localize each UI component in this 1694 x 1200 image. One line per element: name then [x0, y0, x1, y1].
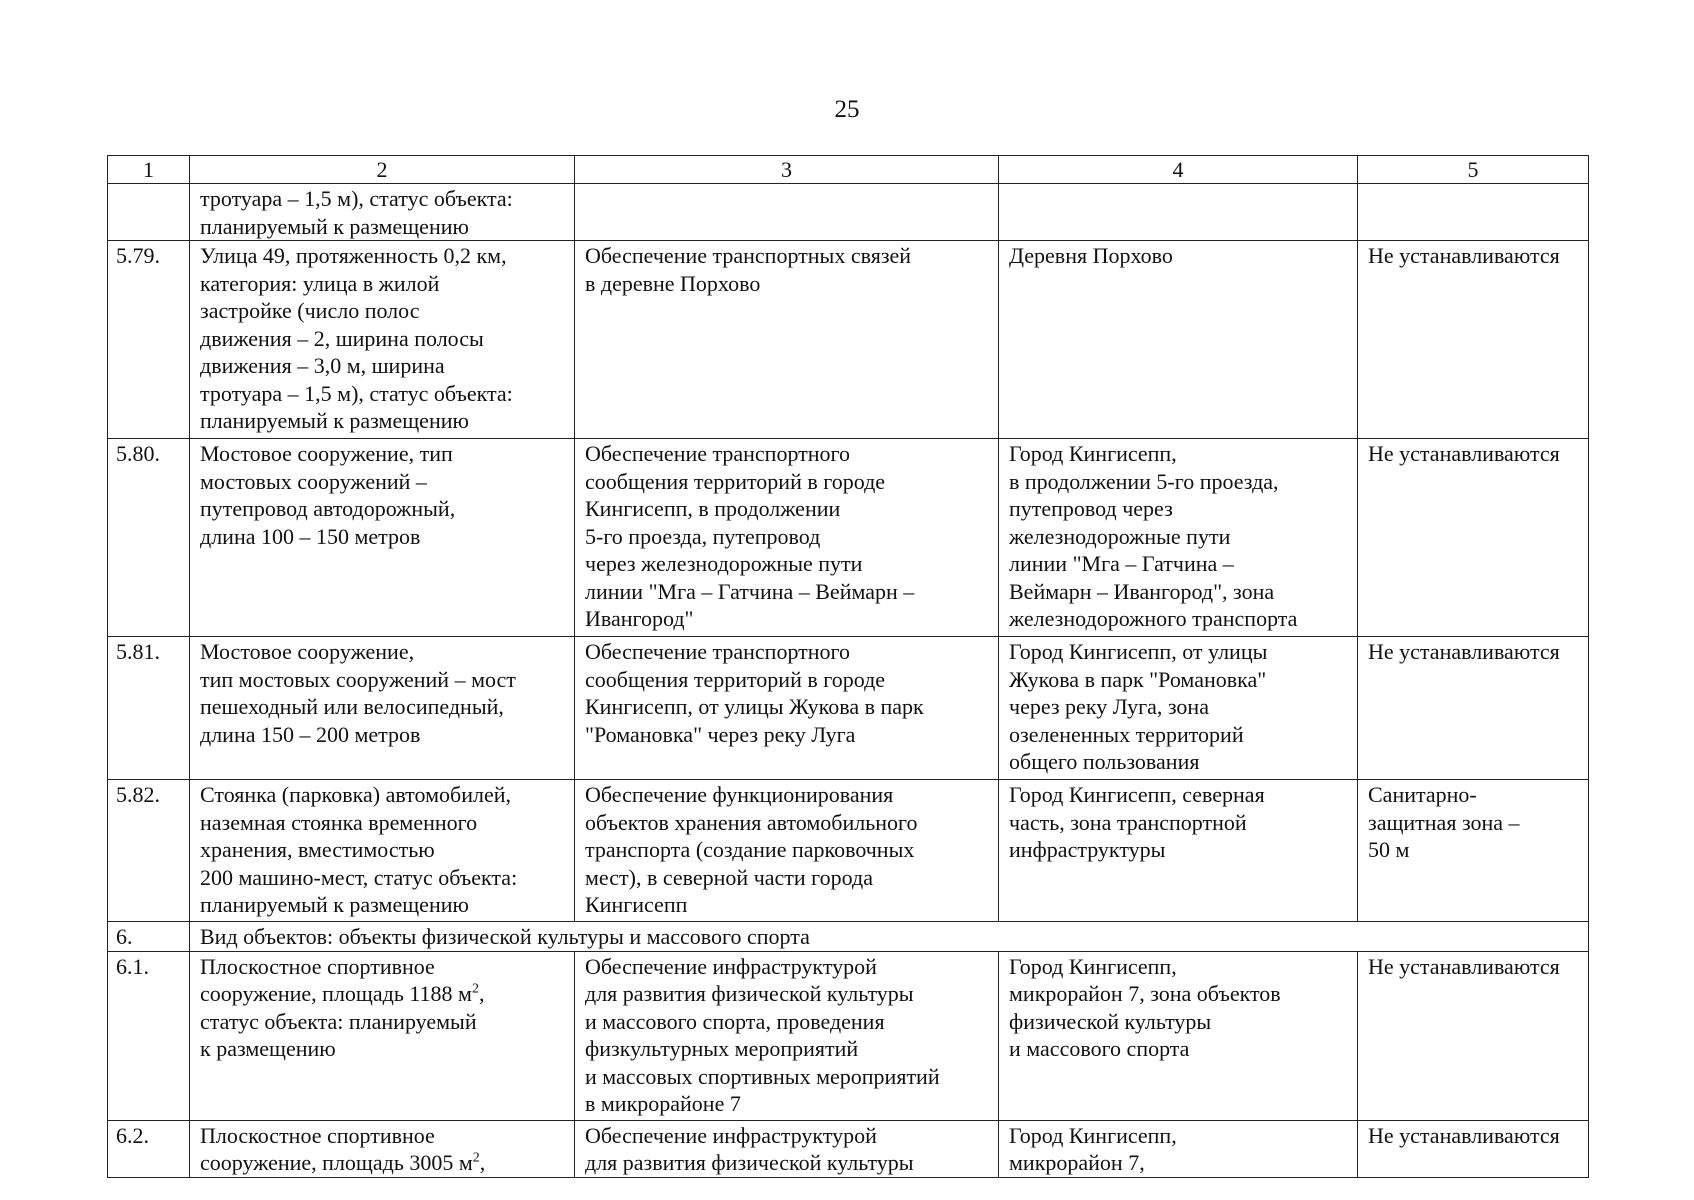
- purpose-cell: [575, 184, 999, 241]
- column-header: 5: [1358, 156, 1589, 184]
- row-number: 5.80.: [108, 439, 190, 637]
- page-number: 25: [834, 96, 860, 123]
- location-cell: Деревня Порхово: [999, 241, 1358, 439]
- location-cell: Город Кингисепп, северная часть, зона транспортной инфраструктуры: [999, 780, 1358, 922]
- zone-cell: Санитарно- защитная зона – 50 м: [1358, 780, 1589, 922]
- column-header: 2: [190, 156, 575, 184]
- zone-cell: Не устанавливаются: [1358, 1120, 1589, 1177]
- row-number: [108, 184, 190, 241]
- objects-table: [107, 155, 1589, 1178]
- section-number: 6.: [108, 922, 190, 952]
- purpose-cell: Обеспечение транспортных связей в деревне Порхово: [575, 241, 999, 439]
- location-cell: Город Кингисепп, микрорайон 7, зона объектов физической культуры и массового спорта: [999, 951, 1358, 1120]
- object-text: , статус объекта: планируемый к размещению: [200, 981, 485, 1061]
- table-row: [108, 951, 1589, 1120]
- table-row: [108, 780, 1589, 922]
- section-title: Вид объектов: объекты физической культуры и массового спорта: [190, 922, 1589, 952]
- superscript: 2: [472, 1150, 480, 1166]
- object-text: Плоскостное спортивное сооружение, площадь 1188 м: [200, 953, 472, 1006]
- table-row: [108, 241, 1589, 439]
- zone-cell: Не устанавливаются: [1358, 951, 1589, 1120]
- purpose-cell: Обеспечение транспортного сообщения территорий в городе Кингисепп, в продолжении 5-го проезда, путепровод через железнодорожные пути линии "Мга – Гатчина – Веймарн – Ивангород": [575, 439, 999, 637]
- section-row: [108, 922, 1589, 952]
- object-text: Плоскостное спортивное сооружение, площадь 3005 м: [200, 1122, 473, 1175]
- row-number: 5.82.: [108, 780, 190, 922]
- table-row: [108, 637, 1589, 780]
- table-row: [108, 1120, 1589, 1177]
- object-cell: Мостовое сооружение, тип мостовых сооружений – путепровод автодорожный, длина 100 – 150 метров: [190, 439, 575, 637]
- object-cell: тротуара – 1,5 м), статус объекта: планируемый к размещению: [190, 184, 575, 241]
- object-cell: [190, 951, 575, 1120]
- location-cell: Город Кингисепп, от улицы Жукова в парк "Романовка" через реку Луга, зона озелененных территорий общего пользования: [999, 637, 1358, 780]
- column-header: 4: [999, 156, 1358, 184]
- zone-cell: Не устанавливаются: [1358, 241, 1589, 439]
- purpose-cell: Обеспечение функционирования объектов хранения автомобильного транспорта (создание парковочных мест), в северной части города Кингисепп: [575, 780, 999, 922]
- purpose-cell: Обеспечение инфраструктурой для развития физической культуры: [575, 1120, 999, 1177]
- row-number: 5.81.: [108, 637, 190, 780]
- row-number: 6.2.: [108, 1120, 190, 1177]
- zone-cell: Не устанавливаются: [1358, 439, 1589, 637]
- table-row: [108, 439, 1589, 637]
- row-number: 5.79.: [108, 241, 190, 439]
- zone-cell: Не устанавливаются: [1358, 637, 1589, 780]
- superscript: 2: [471, 981, 479, 997]
- column-header: 3: [575, 156, 999, 184]
- column-header: 1: [108, 156, 190, 184]
- object-cell: [190, 1120, 575, 1177]
- location-cell: Город Кингисепп, в продолжении 5-го проезда, путепровод через железнодорожные пути линии "Мга – Гатчина – Веймарн – Ивангород", зона железнодорожного транспорта: [999, 439, 1358, 637]
- row-number: 6.1.: [108, 951, 190, 1120]
- purpose-cell: Обеспечение транспортного сообщения территорий в городе Кингисепп, от улицы Жукова в парк "Романовка" через реку Луга: [575, 637, 999, 780]
- table-header-row: [108, 156, 1589, 184]
- object-cell: Мостовое сооружение, тип мостовых сооружений – мост пешеходный или велосипедный, длина 150 – 200 метров: [190, 637, 575, 780]
- location-cell: Город Кингисепп, микрорайон 7,: [999, 1120, 1358, 1177]
- purpose-cell: Обеспечение инфраструктурой для развития физической культуры и массового спорта, проведения физкультурных мероприятий и массовых спортивных мероприятий в микрорайоне 7: [575, 951, 999, 1120]
- object-cell: Улица 49, протяженность 0,2 км, категория: улица в жилой застройке (число полос движения – 2, ширина полосы движения – 3,0 м, ширина тротуара – 1,5 м), статус объекта: планируемый к размещению: [190, 241, 575, 439]
- object-text: ,: [479, 1150, 486, 1175]
- location-cell: [999, 184, 1358, 241]
- zone-cell: [1358, 184, 1589, 241]
- table-row: [108, 184, 1589, 241]
- object-cell: Стоянка (парковка) автомобилей, наземная стоянка временного хранения, вместимостью 200 машино-мест, статус объекта: планируемый к размещению: [190, 780, 575, 922]
